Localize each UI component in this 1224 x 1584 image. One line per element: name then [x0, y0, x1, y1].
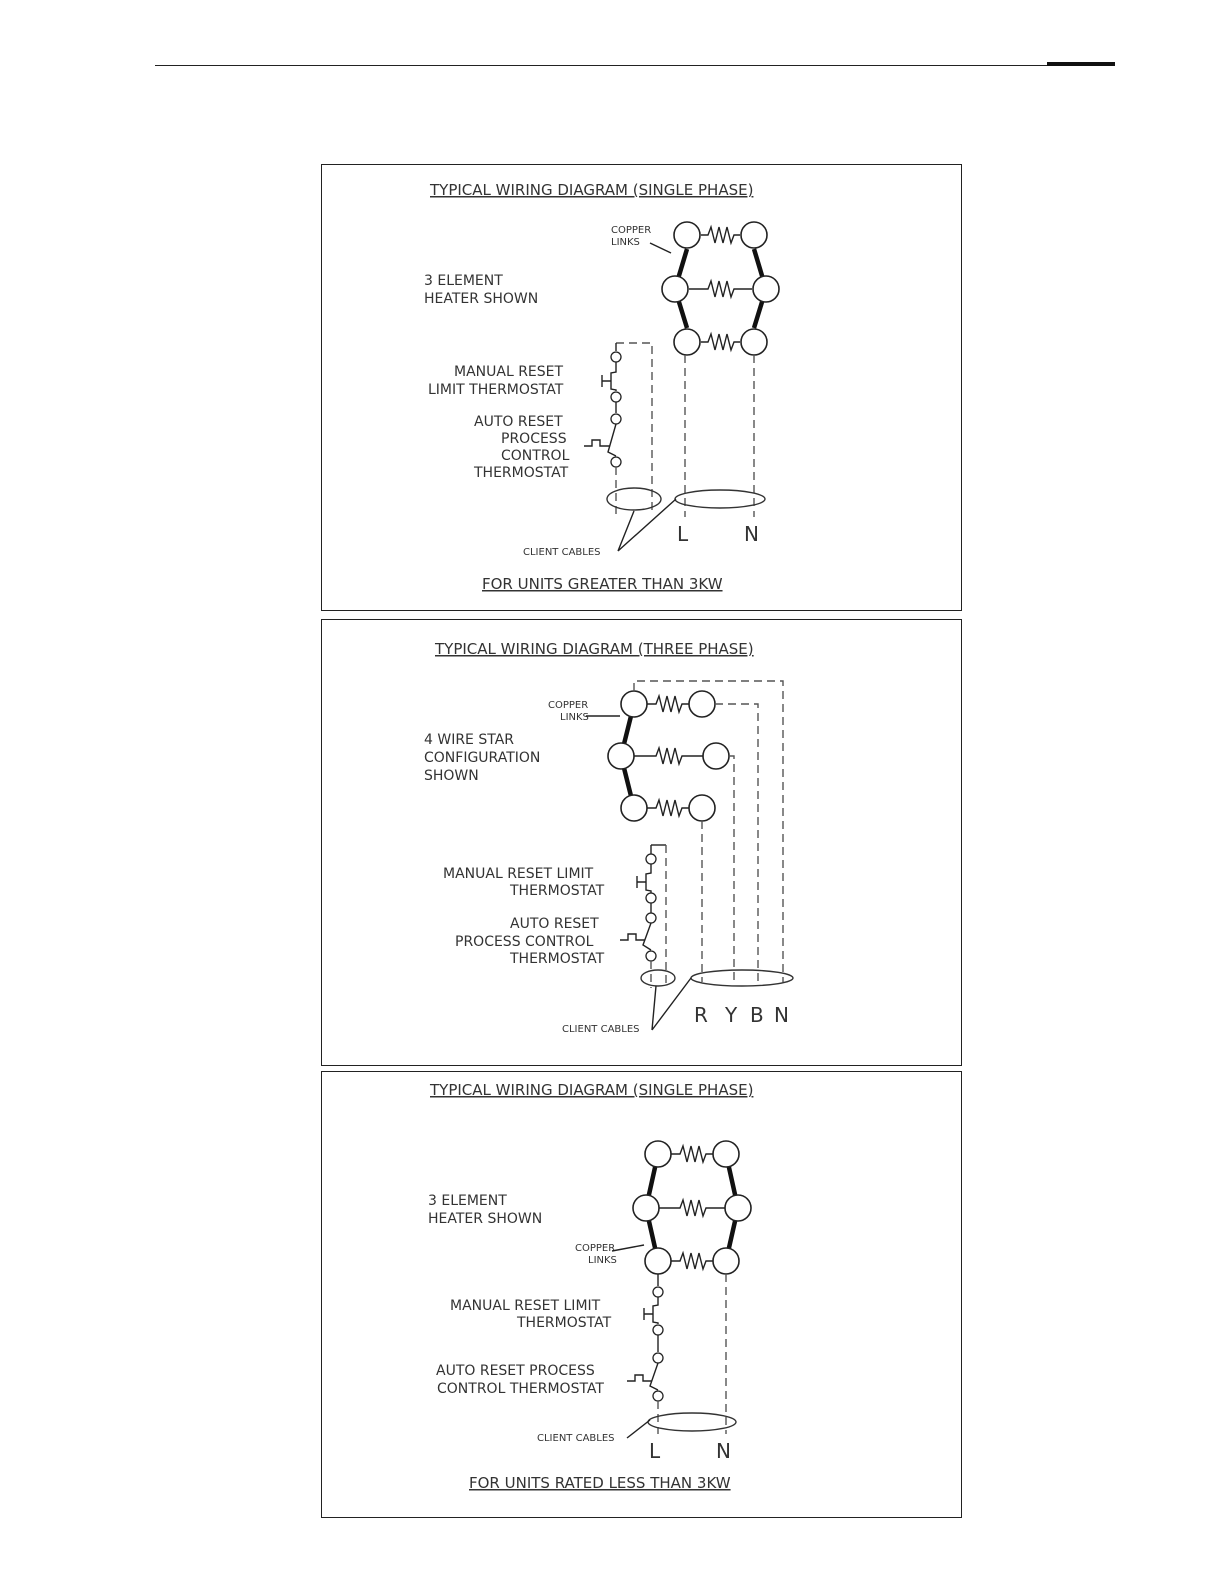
element-terminal: [674, 222, 700, 248]
wiring-diagram-single-phase-under-3kw: [321, 1071, 962, 1518]
element-terminal: [753, 276, 779, 302]
client-cable-gland: [648, 1413, 736, 1431]
thermostat-terminal: [611, 457, 621, 467]
manual-reset-label-1: MANUAL RESET LIMIT: [450, 1298, 601, 1314]
terminal-label-y: Y: [725, 1003, 738, 1027]
terminal-label-r: R: [694, 1003, 708, 1027]
auto-reset-label-4: THERMOSTAT: [474, 465, 569, 481]
client-cables-label: CLIENT CABLES: [562, 1024, 640, 1035]
heating-element-3: [701, 334, 740, 350]
diagram-footer: FOR UNITS RATED LESS THAN 3KW: [469, 1474, 731, 1492]
auto-reset-label-1: AUTO RESET: [474, 414, 563, 430]
client-cables-label: CLIENT CABLES: [537, 1433, 615, 1444]
copper-links-label-2: LINKS: [611, 237, 640, 248]
copper-links-leader: [612, 1245, 644, 1251]
thermostat-terminal: [646, 893, 656, 903]
element-terminal: [741, 329, 767, 355]
phase-y-lead: [729, 756, 734, 982]
header-rule: [155, 65, 1115, 66]
element-terminal: [621, 795, 647, 821]
wiring-diagram-three-phase: [321, 619, 962, 1066]
terminal-label-l: L: [677, 522, 689, 546]
auto-reset-label-2: PROCESS: [501, 431, 567, 447]
thermostat-terminal: [646, 854, 656, 864]
element-note-line-2: CONFIGURATION: [424, 750, 541, 766]
heating-element-2: [659, 1200, 725, 1216]
wiring-diagram-single-phase-over-3kw: [321, 164, 962, 611]
element-terminal: [645, 1248, 671, 1274]
element-note-line-2: HEATER SHOWN: [428, 1211, 543, 1227]
element-note-line-1: 4 WIRE STAR: [424, 732, 515, 748]
element-note-line-1: 3 ELEMENT: [428, 1193, 507, 1209]
manual-reset-label-2: THERMOSTAT: [510, 883, 605, 899]
copper-links-leader: [650, 243, 671, 253]
element-terminal: [633, 1195, 659, 1221]
auto-reset-label-2: CONTROL THERMOSTAT: [437, 1381, 604, 1397]
thermostat-terminal: [653, 1287, 663, 1297]
element-terminal: [689, 795, 715, 821]
auto-reset-label-1: AUTO RESET: [510, 916, 599, 932]
client-cables-leader: [618, 499, 676, 551]
manual-reset-label-2: LIMIT THERMOSTAT: [428, 382, 564, 398]
neutral-lead: [634, 681, 783, 982]
heating-element-1: [701, 227, 740, 243]
diagram-title: TYPICAL WIRING DIAGRAM (THREE PHASE): [435, 640, 754, 658]
client-cable-gland-control: [607, 488, 661, 510]
element-note-line-3: SHOWN: [424, 768, 479, 784]
element-terminal: [645, 1141, 671, 1167]
client-cables-leader: [627, 1420, 650, 1438]
element-terminal: [662, 276, 688, 302]
terminal-label-l: L: [649, 1439, 661, 1463]
manual-reset-label-1: MANUAL RESET: [454, 364, 564, 380]
heating-element-b: [647, 800, 689, 816]
diagram-canvas: [322, 165, 963, 612]
thermostat-terminal: [611, 352, 621, 362]
heating-element-1: [671, 1146, 713, 1162]
auto-reset-process-thermostat-symbol: [608, 424, 616, 456]
manual-reset-limit-thermostat-symbol: [653, 1297, 658, 1324]
thermostat-terminal: [653, 1353, 663, 1363]
copper-links-label-1: COPPER: [548, 700, 589, 711]
thermostat-terminal: [653, 1325, 663, 1335]
copper-links-label-1: COPPER: [575, 1243, 616, 1254]
thermostat-terminal: [646, 951, 656, 961]
client-cables-label: CLIENT CABLES: [523, 547, 601, 558]
heating-element-2: [689, 281, 752, 297]
diagram-title: TYPICAL WIRING DIAGRAM (SINGLE PHASE): [430, 181, 754, 199]
manual-reset-limit-thermostat-symbol: [611, 362, 616, 391]
thermostat-terminal: [611, 414, 621, 424]
element-terminal: [621, 691, 647, 717]
heating-element-y: [634, 748, 703, 764]
manual-reset-label-2: THERMOSTAT: [517, 1315, 612, 1331]
terminal-label-n: N: [744, 522, 759, 546]
manual-reset-limit-thermostat-symbol: [646, 864, 651, 893]
terminal-label-n: N: [774, 1003, 789, 1027]
terminal-label-n: N: [716, 1439, 731, 1463]
element-terminal: [713, 1248, 739, 1274]
header-rule-tab: [1047, 62, 1115, 66]
copper-links-label-2: LINKS: [560, 712, 589, 723]
manual-reset-label-1: MANUAL RESET LIMIT: [443, 866, 594, 882]
heating-element-r: [647, 696, 689, 712]
thermostat-terminal: [653, 1391, 663, 1401]
auto-reset-label-3: CONTROL: [501, 448, 570, 464]
auto-reset-process-thermostat-symbol: [643, 923, 651, 950]
element-terminal: [703, 743, 729, 769]
terminal-label-b: B: [750, 1003, 764, 1027]
auto-reset-label-2: PROCESS CONTROL: [455, 934, 594, 950]
element-note-line-1: 3 ELEMENT: [424, 273, 503, 289]
element-terminal: [725, 1195, 751, 1221]
element-terminal: [674, 329, 700, 355]
element-terminal: [608, 743, 634, 769]
thermostat-terminal: [611, 392, 621, 402]
client-cable-gland-supply: [675, 490, 765, 508]
element-terminal: [689, 691, 715, 717]
element-terminal: [741, 222, 767, 248]
client-cable-gland-supply: [691, 970, 793, 986]
auto-reset-label-1: AUTO RESET PROCESS: [436, 1363, 595, 1379]
element-note-line-2: HEATER SHOWN: [424, 291, 539, 307]
client-cable-gland-control: [641, 970, 675, 986]
thermostat-terminal: [646, 913, 656, 923]
diagram-title: TYPICAL WIRING DIAGRAM (SINGLE PHASE): [430, 1081, 754, 1099]
copper-links-label-1: COPPER: [611, 225, 652, 236]
auto-reset-process-thermostat-symbol: [650, 1363, 658, 1390]
diagram-footer: FOR UNITS GREATER THAN 3KW: [482, 575, 723, 593]
copper-links-label-2: LINKS: [588, 1255, 617, 1266]
element-terminal: [713, 1141, 739, 1167]
diagram-canvas: [322, 1072, 963, 1519]
auto-reset-label-3: THERMOSTAT: [510, 951, 605, 967]
heating-element-3: [671, 1253, 713, 1269]
diagram-canvas: [322, 620, 963, 1067]
